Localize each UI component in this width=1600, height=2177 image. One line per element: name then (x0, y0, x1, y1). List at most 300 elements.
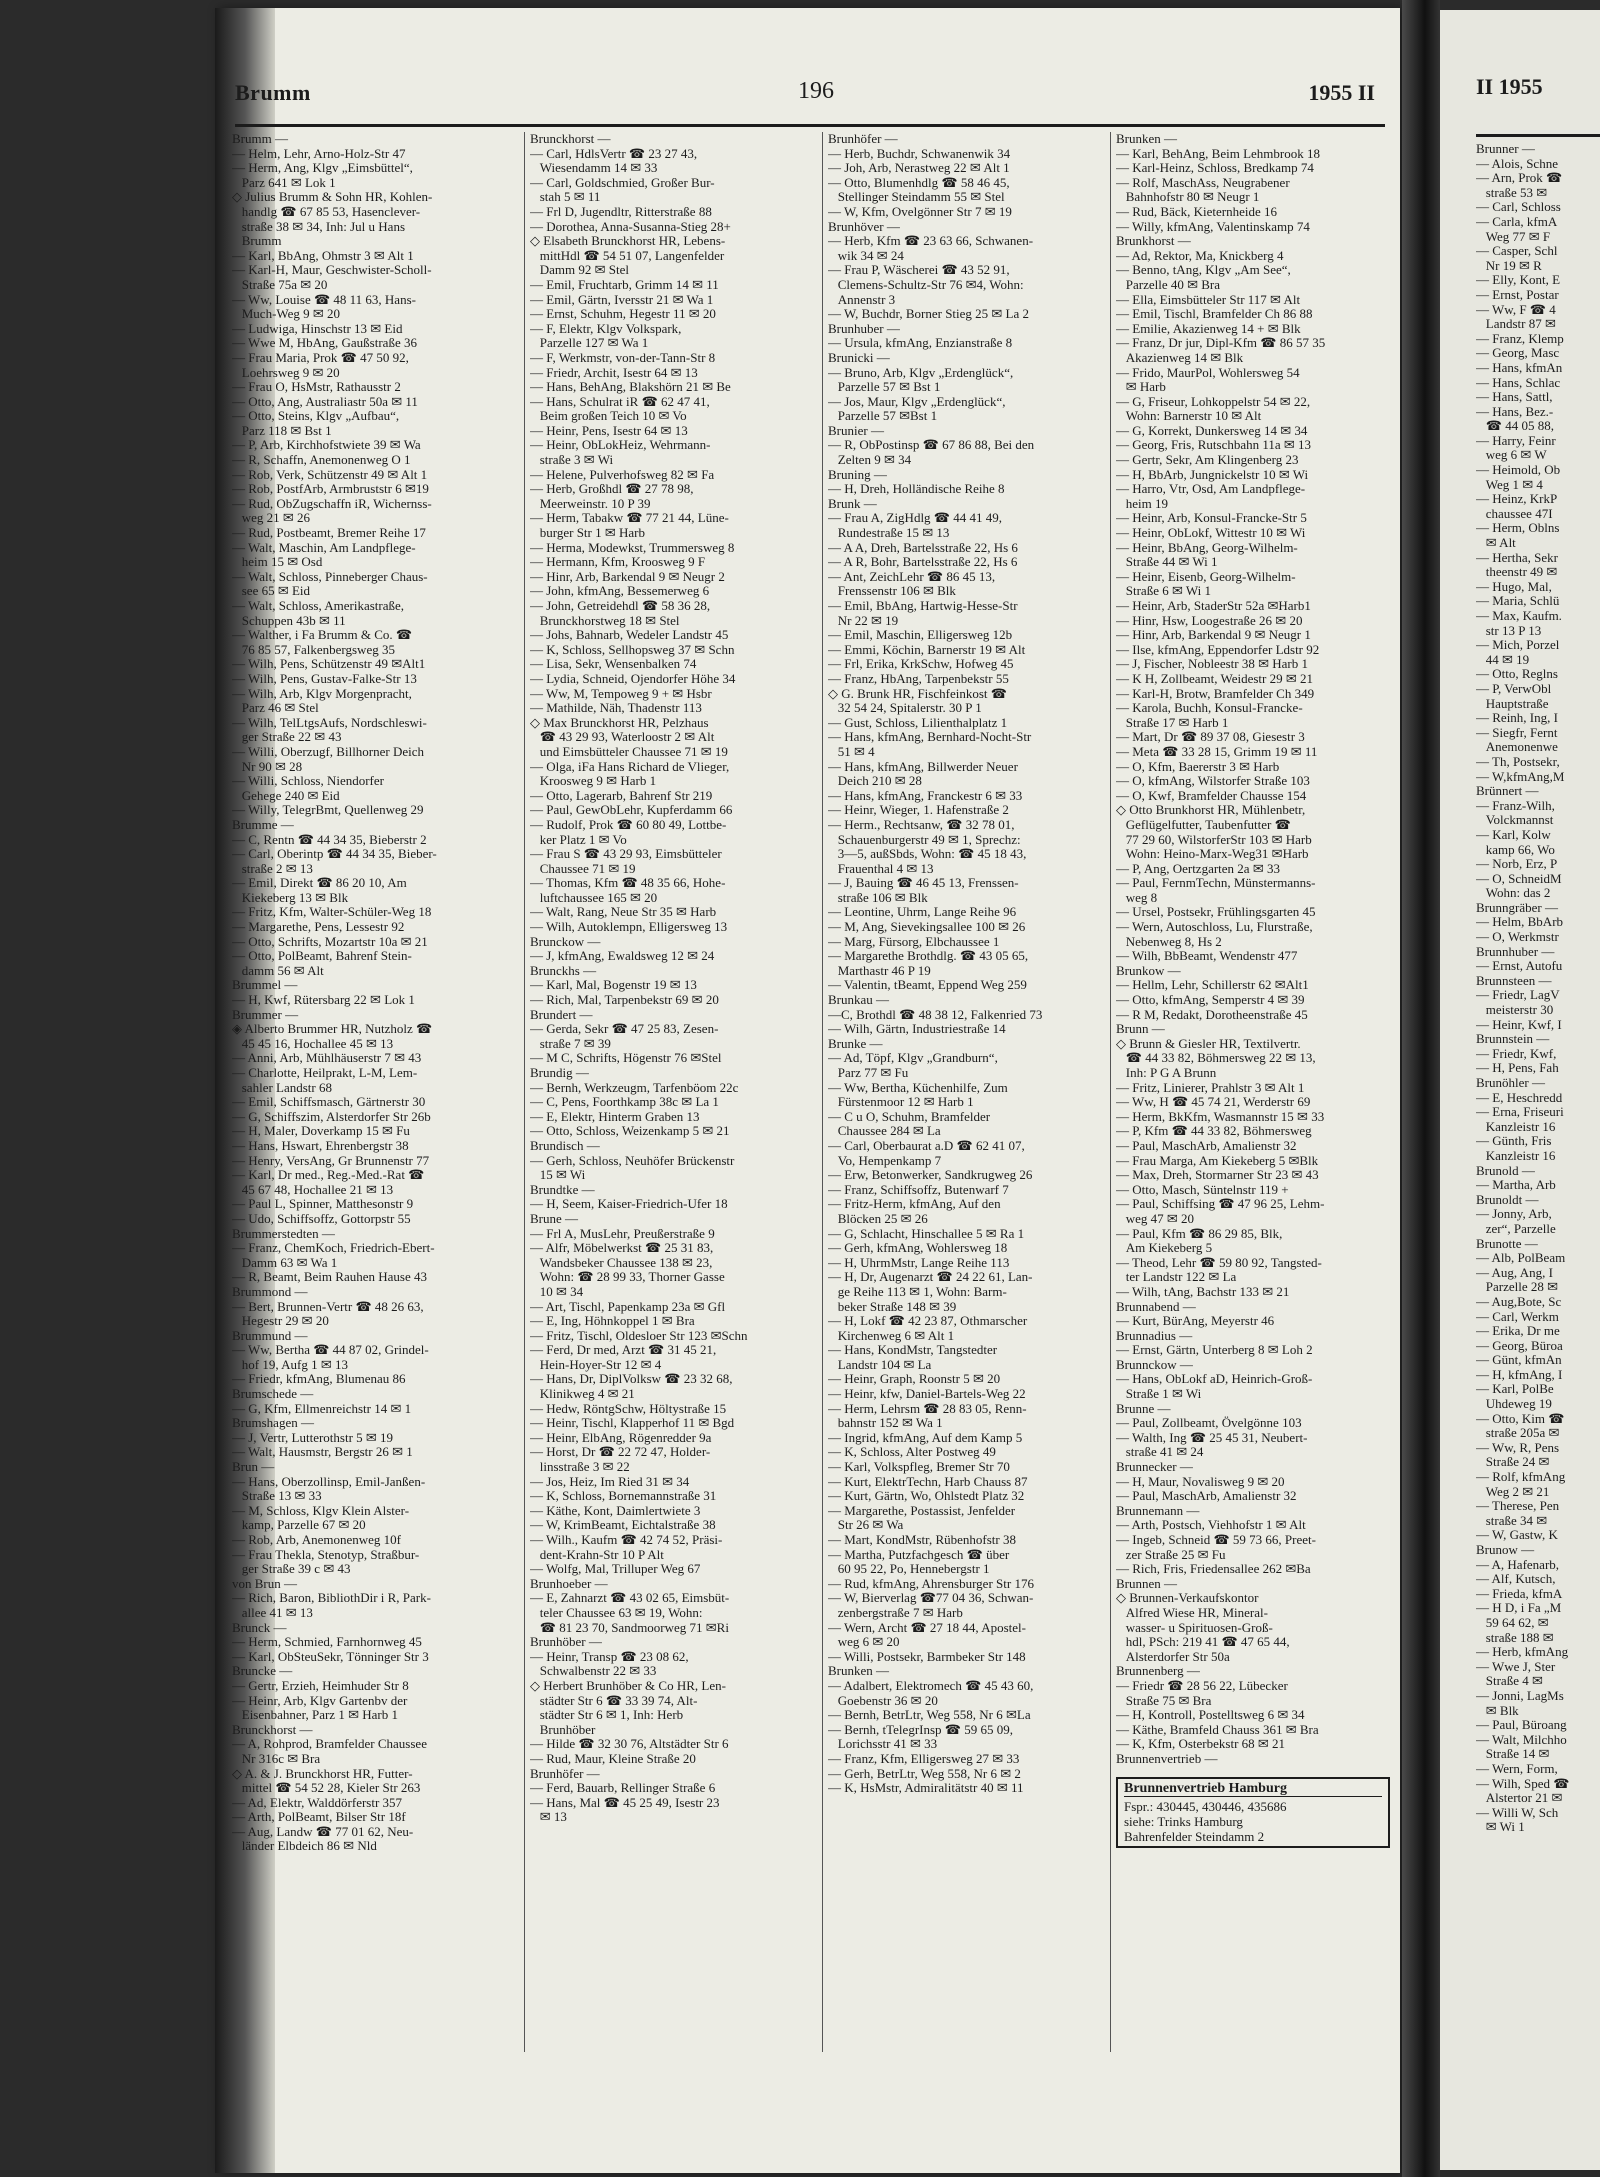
directory-entry-line: 45 67 48, Hochallee 21 ✉ 13 (232, 1181, 394, 1197)
directory-entry-line: Brunhoeber — (530, 1575, 608, 1591)
directory-entry-line: Brunckhorstweg 18 ✉ Stel (530, 612, 680, 628)
directory-entry-line: — H, BbArb, Jungnickelstr 10 ✉ Wi (1116, 466, 1309, 482)
facing-entry-line: — Georg, Büroa (1476, 1337, 1563, 1353)
directory-entry-line: — Hans, Schulrat iR ☎ 62 47 41, (530, 393, 710, 409)
directory-entry-line: weg 47 ✉ 20 (1116, 1210, 1195, 1226)
directory-column-1 (232, 132, 518, 1854)
directory-entry-line: Wiesendamm 14 ✉ 33 (530, 160, 658, 176)
directory-entry-line: — Hilde ☎ 32 30 76, Altstädter Str 6 (530, 1736, 729, 1752)
directory-entry-line: Brumme — (232, 816, 294, 832)
directory-entry-line: 76 85 57, Falkenbergsweg 35 (232, 641, 395, 657)
directory-entry-line: — Heinr, Wieger, 1. Hafenstraße 2 (828, 802, 1009, 818)
directory-entry-line: — Heinr, Graph, Roonstr 5 ✉ 20 (828, 1371, 1001, 1387)
directory-entry-line: — Paul L, Spinner, Matthesonstr 9 (232, 1196, 414, 1212)
directory-entry-line: ☎ 44 33 82, Böhmersweg 22 ✉ 13, (1116, 1050, 1316, 1066)
directory-entry-line: bahnstr 152 ✉ Wa 1 (828, 1415, 943, 1431)
directory-entry-line: allee 41 ✉ 13 (232, 1604, 313, 1620)
directory-entry-line: — K, Kfm, Osterbekstr 68 ✉ 21 (1116, 1736, 1286, 1752)
facing-entry-line: 59 64 62, ✉ (1476, 1614, 1549, 1630)
directory-entry-line: — Wilh, Pens, Schützenstr 49 ✉Alt1 (232, 656, 426, 672)
directory-entry-line: Brunhöfer — (828, 132, 898, 146)
directory-entry-line: — Frau Marga, Am Kiekeberg 5 ✉Blk (1116, 1152, 1319, 1168)
directory-entry-line: Brummund — (232, 1327, 308, 1343)
directory-entry-line: Alfred Wiese HR, Mineral- (1116, 1604, 1268, 1620)
directory-entry-line: — Ad, Rektor, Ma, Knickberg 4 (1116, 247, 1284, 263)
directory-entry-line: — Marg, Fürsorg, Elbchaussee 1 (828, 933, 1000, 949)
directory-entry-line: Brummond — (232, 1283, 308, 1299)
directory-entry-line: — Ww, Bertha, Küchenhilfe, Zum (828, 1079, 1008, 1095)
running-head-surname: Brumm (235, 80, 311, 105)
directory-entry-line: Brunke — (828, 1035, 883, 1051)
facing-page-header: II 1955 (1476, 74, 1543, 99)
directory-entry-line: — Herma, Modewkst, Trummersweg 8 (530, 539, 735, 555)
facing-entry-line: Alstertor 21 ✉ (1476, 1790, 1563, 1806)
directory-entry-line: Brumshagen — (232, 1415, 314, 1431)
directory-entry-line: — Gerh, kfmAng, Wohlersweg 18 (828, 1240, 1008, 1256)
directory-entry-line: — K, HsMstr, Admiralitätstr 40 ✉ 11 (828, 1780, 1024, 1796)
directory-entry-line: — Wilh, TelLtgsAufs, Nordschleswi- (232, 714, 427, 730)
facing-entry-line: — Therese, Pen (1476, 1498, 1560, 1514)
facing-entry-line: Weg 1 ✉ 4 (1476, 476, 1543, 492)
directory-entry-line: — Ad, Töpf, Klgv „Grandburn“, (828, 1050, 998, 1066)
directory-entry-line: — Heinr, BbAng, Georg-Wilhelm- (1116, 539, 1298, 555)
directory-entry-line: — Bernh, Werkzeugm, Tarfenböom 22c (530, 1079, 739, 1095)
directory-entry-line: — Ingeb, Schneid ☎ 59 73 66, Preet- (1116, 1532, 1316, 1547)
directory-entry-line: — Ursula, kfmAng, Enzianstraße 8 (828, 335, 1013, 351)
directory-entry-line: — Frau S ☎ 43 29 93, Eimsbütteler (530, 846, 722, 862)
directory-entry-line: — Ww, Louise ☎ 48 11 63, Hans- (232, 291, 416, 307)
directory-entry-line: — Heinr, Arb, StaderStr 52a ✉Harb1 (1116, 598, 1311, 613)
directory-entry-line: Brunken — (1116, 132, 1178, 146)
directory-entry-line: — Margarethe Brothdlg. ☎ 43 05 65, (828, 948, 1029, 964)
directory-entry-line: Brunhuber — (828, 320, 900, 336)
directory-entry-line: — Karl-H, Brotw, Bramfelder Ch 349 (1116, 685, 1315, 701)
directory-entry-line: — Rob, Arb, Anemonenweg 10f (232, 1532, 401, 1547)
directory-entry-line: — Harro, Vtr, Osd, Am Landpflege- (1116, 481, 1306, 497)
directory-entry-line: — Frau Maria, Prok ☎ 47 50 92, (232, 349, 409, 365)
directory-entry-line: — W, Buchdr, Borner Stieg 25 ✉ La 2 (828, 306, 1030, 322)
facing-entry-line: Kanzleistr 16 (1476, 1118, 1556, 1134)
directory-entry-line: beker Straße 148 ✉ 39 (828, 1298, 957, 1314)
directory-entry-line: Goebenstr 36 ✉ 20 (828, 1692, 938, 1708)
directory-entry-line: — Ernst, Schuhm, Hegestr 11 ✉ 20 (530, 306, 716, 322)
directory-entry-line: Am Kiekeberg 5 (1116, 1240, 1213, 1256)
directory-entry-line: — G, Schlacht, Hinschallee 5 ✉ Ra 1 (828, 1225, 1025, 1241)
directory-entry-line: — Hans, Dr, DiplVolksw ☎ 23 32 68, (530, 1371, 733, 1387)
directory-entry-line: — Ww, Bertha ☎ 44 87 02, Grindel- (232, 1342, 429, 1358)
facing-entry-line: — O, Werkmstr (1476, 929, 1559, 945)
directory-entry-line: kamp, Parzelle 67 ✉ 20 (232, 1517, 366, 1533)
directory-column-3 (828, 132, 1114, 1796)
directory-entry-line: Meerweinstr. 10 P 39 (530, 495, 651, 511)
facing-entry-line: — Heimold, Ob (1476, 462, 1561, 478)
directory-entry-line: — Carl, HdlsVertr ☎ 23 27 43, (530, 145, 698, 161)
directory-entry-line: Parzelle 40 ✉ Bra (1116, 276, 1221, 292)
directory-entry-line: Brundisch — (530, 1137, 600, 1153)
facing-entry-line: — Herb, kfmAng (1476, 1644, 1569, 1660)
facing-entry-line: — Th, Postsekr, (1476, 753, 1560, 769)
directory-entry-line: Krooswеg 9 ✉ Harb 1 (530, 773, 657, 789)
facing-entry-line: Brunotte — (1476, 1235, 1538, 1251)
directory-entry-line: — Walther, i Fa Brumm & Co. ☎ (232, 627, 413, 643)
directory-entry-line: — Leontine, Uhrm, Lange Reihe 96 (828, 904, 1017, 920)
directory-entry-line: — G, Kfm, Ellmenreichstr 14 ✉ 1 (232, 1400, 412, 1416)
facing-entry-line: Brunnhuber — (1476, 943, 1555, 959)
directory-entry-line: Brunhöber (530, 1721, 596, 1737)
directory-entry-line: — Olga, iFa Hans Richard de Vlieger, (530, 758, 730, 774)
directory-entry-line: Nr 316c ✉ Bra (232, 1750, 321, 1766)
directory-entry-line: — Arth, Postsch, Viehhofstr 1 ✉ Alt (1116, 1517, 1306, 1533)
facing-entry-line: — Hans, Sattl, (1476, 389, 1553, 405)
directory-entry-line: teler Chaussee 63 ✉ 19, Wohn: (530, 1604, 703, 1620)
column-divider (822, 132, 823, 2052)
directory-entry-line: — Paul, Zollbeamt, Övelgönne 103 (1116, 1415, 1302, 1431)
facing-entry-line: — Siegfr, Fernt (1476, 724, 1558, 740)
directory-entry-line: Brunk — (828, 495, 877, 511)
directory-entry-line: weg 21 ✉ 26 (232, 510, 311, 526)
facing-entry-line: — Herm, Oblns (1476, 520, 1560, 536)
facing-entry-line: Hauptstraße (1476, 695, 1549, 711)
directory-entry-line: — G, Friseur, Lohkoppelstr 54 ✉ 22, (1116, 393, 1311, 409)
directory-entry-line: — Emil, Schiffsmasch, Gärtnerstr 30 (232, 1094, 426, 1110)
directory-entry-line: Brummel — (232, 977, 298, 993)
directory-entry-line: — Rud, Postbeamt, Bremer Reihe 17 (232, 525, 426, 541)
directory-entry-line: und Eimsbütteler Chaussee 71 ✉ 19 (530, 743, 728, 759)
directory-entry-line: 51 ✉ 4 (828, 743, 875, 759)
facing-entry-line: — Erika, Dr me (1476, 1323, 1560, 1339)
directory-entry-line: — Wilh, Gärtn, Industriestraße 14 (828, 1021, 1006, 1037)
directory-entry-line: Beim großen Teich 10 ✉ Vo (530, 408, 687, 424)
directory-entry-line: — E, Ing, Höhnkoppel 1 ✉ Bra (530, 1313, 695, 1329)
directory-entry-line: — Bert, Brunnen-Vertr ☎ 48 26 63, (232, 1298, 424, 1314)
directory-entry-line: — Ww, M, Tempoweg 9 + ✉ Hsbr (530, 685, 712, 701)
page-header (235, 72, 1385, 112)
directory-entry-line: ker Platz 1 ✉ Vo (530, 831, 627, 847)
directory-entry-line: Wohn: Barnerstr 10 ✉ Alt (1116, 408, 1262, 424)
directory-entry-line: — J, Bauing ☎ 46 45 13, Frenssen- (828, 875, 1019, 891)
directory-entry-line: — Carl, Oberbaurat a.D ☎ 62 41 07, (828, 1137, 1025, 1153)
directory-entry-line: straße 41 ✉ 24 (1116, 1444, 1204, 1460)
directory-entry-line: — Johs, Bahnarb, Wedeler Landstr 45 (530, 627, 729, 643)
directory-entry-line: — Mart, Dr ☎ 89 37 08, Giesestr 3 (1116, 729, 1305, 745)
directory-entry-line: — Rich, Mal, Tarpenbekstr 69 ✉ 20 (530, 992, 719, 1008)
directory-entry-line: — Valentin, tBeamt, Eppend Weg 259 (828, 977, 1027, 993)
directory-entry-line: Brunicki — (828, 349, 890, 365)
directory-entry-line: — O, Kwf, Bramfelder Chausse 154 (1116, 787, 1307, 803)
facing-page (1440, 10, 1600, 2170)
facing-entry-line: — A, Hafenarb, (1476, 1556, 1560, 1572)
directory-entry-line: Brunnabend — (1116, 1298, 1196, 1314)
directory-entry-line: — H, UhrmMstr, Lange Reihe 113 (828, 1254, 1010, 1270)
directory-entry-line: ◇ Otto Brunkhorst HR, Mühlenbetr, (1116, 802, 1306, 818)
directory-entry-line: — Rud, Bäck, Kieternheide 16 (1116, 203, 1278, 219)
directory-entry-line: 45 45 16, Hochallee 45 ✉ 13 (232, 1035, 394, 1051)
facing-entry-line: — P, VerwObl (1476, 680, 1552, 696)
directory-entry-line: 32 54 24, Spitalerstr. 30 P 1 (828, 700, 982, 716)
directory-entry-line: 3—5, außSbds, Wohn: ☎ 45 18 43, (828, 846, 1027, 862)
directory-entry-line: — Käthe, Bramfeld Chauss 361 ✉ Bra (1116, 1721, 1319, 1737)
directory-entry-line: — R, Schaffn, Anemonenweg O 1 (232, 452, 411, 468)
directory-entry-line: — Kurt, ElektrTechn, Harb Chauss 87 (828, 1473, 1028, 1489)
directory-entry-line: — Kurt, Gärtn, Wo, Ohlstedt Platz 32 (828, 1488, 1025, 1504)
directory-entry-line: Brundtke — (530, 1181, 595, 1197)
directory-entry-line: — Otto, Schloss, Weizenkamp 5 ✉ 21 (530, 1123, 730, 1139)
directory-entry-line: — Margarethe, Pens, Lessestr 92 (232, 919, 405, 935)
directory-entry-line: Brunkhorst — (1116, 233, 1191, 249)
directory-entry-line: — Karl-H, Maur, Geschwister-Scholl- (232, 262, 432, 278)
directory-entry-line: Nebenweg 8, Hs 2 (1116, 933, 1222, 949)
facing-entry-line: — Hans, kfmAn (1476, 359, 1563, 375)
directory-entry-line: 15 ✉ Wi (530, 1167, 586, 1183)
directory-entry-line: — Frl A, MusLehr, Preußerstraße 9 (530, 1225, 715, 1241)
facing-entry-line: meisterstr 30 (1476, 1002, 1554, 1018)
directory-entry-line: handlg ☎ 67 85 53, Hasenclever- (232, 203, 421, 219)
directory-entry-line: straße 3 ✉ Wi (530, 452, 614, 468)
facing-entry-line: — Wilh, Sped ☎ (1476, 1775, 1570, 1791)
directory-entry-line: Brunckow — (530, 933, 601, 949)
directory-entry-line: — H, Maur, Novalisweg 9 ✉ 20 (1116, 1473, 1285, 1489)
directory-entry-line: 60 95 22, Po, Hennebergstr 1 (828, 1561, 990, 1577)
directory-entry-line: Parz 118 ✉ Bst 1 (232, 422, 332, 438)
directory-entry-line: — Hans, Oberzollinsp, Emil-Janßen- (232, 1473, 426, 1489)
facing-entry-line: — Hans, Schlac (1476, 374, 1561, 390)
directory-entry-line: — E, Elektr, Hinterm Graben 13 (530, 1108, 700, 1124)
directory-entry-line: — Heinr, Arb, Konsul-Francke-Str 5 (1116, 510, 1307, 526)
directory-entry-line: Inh: P G A Brunn (1116, 1065, 1217, 1080)
directory-entry-line: Brunhöfer — (530, 1765, 600, 1781)
directory-entry-line: — Herm, Tabakw ☎ 77 21 44, Lüne- (530, 510, 729, 526)
directory-entry-line: — F, Werkmstr, von-der-Tann-Str 8 (530, 349, 716, 365)
directory-entry-line: — Bernh, BetrLtr, Weg 558, Nr 6 ✉La (828, 1707, 1031, 1723)
directory-entry-line: straße 2 ✉ 13 (232, 860, 313, 876)
directory-entry-line: — Ingrid, kfmAng, Auf dem Kamp 5 (828, 1429, 1023, 1445)
directory-entry-line: — Rolf, MaschAss, Neugrabener (1116, 174, 1290, 190)
directory-entry-line: Brunhöver — (828, 218, 900, 234)
directory-entry-line: — Wern, Archt ☎ 27 18 44, Apostel- (828, 1619, 1026, 1635)
facing-entry-line: — Heinr, Kwf, I (1476, 1016, 1562, 1032)
directory-entry-line: Brunckhorst — (232, 1721, 313, 1737)
directory-entry-line: Akazienweg 14 ✉ Blk (1116, 349, 1244, 365)
facing-entry-line: — Willi W, Sch (1476, 1804, 1559, 1820)
facing-header-rule (1476, 134, 1600, 137)
directory-entry-line: — Ludwiga, Hinschstr 13 ✉ Eid (232, 320, 403, 336)
directory-entry-line: — W, KrimBeamt, Eichtalstraße 38 (530, 1517, 716, 1533)
directory-entry-line: — Walt, Schloss, Pinneberger Chaus- (232, 568, 428, 584)
facing-entry-line: — Walt, Milchho (1476, 1731, 1567, 1747)
directory-entry-line: ter Landstr 122 ✉ La (1116, 1269, 1237, 1285)
facing-entry-line: chaussee 47I (1476, 505, 1553, 521)
directory-entry-line: ◇ Brunnen-Verkaufskontor (1116, 1590, 1259, 1606)
directory-entry-line: — Karl, Volkspfleg, Bremer Str 70 (828, 1459, 1010, 1475)
directory-entry-line: Straße 75a ✉ 20 (232, 276, 328, 292)
directory-entry-line: — Ella, Eimsbütteler Str 117 ✉ Alt (1116, 291, 1301, 307)
directory-entry-line: städter Str 6 ☎ 33 39 74, Alt- (530, 1692, 698, 1708)
facing-page-column (1476, 142, 1600, 1835)
directory-entry-line: wasser- u Spirituosen-Groß- (1116, 1619, 1273, 1635)
directory-entry-line: ✉ 13 (530, 1809, 567, 1825)
directory-entry-line: — Hans, kfmAng, Billwerder Neuer (828, 758, 1018, 774)
directory-entry-line: ✉ Harb (1116, 379, 1166, 395)
directory-entry-line: — Karl, ObSteuSekr, Tönninger Str 3 (232, 1648, 429, 1664)
facing-entry-line: — Rolf, kfmAng (1476, 1469, 1566, 1485)
directory-entry-line: — H, Dr, Augenarzt ☎ 24 22 61, Lan- (828, 1269, 1033, 1285)
column-divider (1110, 132, 1111, 2052)
directory-entry-line: Brunkau — (828, 992, 890, 1008)
directory-entry-line: ◇ Herbert Brunhöber & Co HR, Len- (530, 1677, 726, 1693)
directory-entry-line: sahler Landstr 68 (232, 1079, 333, 1095)
directory-entry-line: — Franz, Kfm, Elligersweg 27 ✉ 33 (828, 1750, 1020, 1766)
facing-entry-line: Nr 19 ✉ R (1476, 257, 1542, 273)
directory-entry-line: ◇ Julius Brumm & Sohn HR, Kohlen- (232, 189, 433, 205)
facing-entry-line: — Heinz, KrkP (1476, 491, 1558, 507)
directory-entry-line: mittHdl ☎ 54 51 07, Langenfelder (530, 247, 725, 263)
facing-entry-line: — Otto, Reglns (1476, 666, 1558, 682)
directory-entry-line: — K, Schloss, Bornemannstraße 31 (530, 1488, 717, 1504)
directory-entry-line: — K, Schloss, Alter Postweg 49 (828, 1444, 996, 1460)
directory-entry-line: Schauenburgerstr 49 ✉ 1, Sprechz: (828, 831, 1021, 847)
directory-entry-line: — Friedr ☎ 28 56 22, Lübecker (1116, 1677, 1288, 1693)
directory-entry-line: — Karl-Heinz, Schloss, Bredkamp 74 (1116, 160, 1314, 176)
directory-entry-line: weg 6 ✉ 20 (828, 1634, 900, 1650)
directory-entry-line: — Jos, Heiz, Im Ried 31 ✉ 34 (530, 1473, 690, 1489)
directory-entry-line: — Ferd, Bauarb, Rellinger Straße 6 (530, 1780, 716, 1796)
directory-entry-line: Brunhöber — (530, 1634, 602, 1650)
directory-entry-line: Parz 77 ✉ Fu (828, 1065, 909, 1080)
facing-entry-line: — H, Pens, Fah (1476, 1060, 1559, 1076)
directory-entry-line: — Helene, Pulverhofsweg 82 ✉ Fa (530, 466, 715, 482)
directory-entry-line: — Ferd, Dr med, Arzt ☎ 31 45 21, (530, 1342, 717, 1358)
directory-entry-line: Loehrsweg 9 ✉ 20 (232, 364, 340, 380)
directory-entry-line: Brunnenberg — (1116, 1663, 1200, 1679)
directory-entry-line: — Willi, Schloss, Niendorfer (232, 773, 384, 789)
directory-entry-line: — H, Lokf ☎ 42 23 87, Othmarscher (828, 1313, 1028, 1329)
facing-entry-line: straße 53 ✉ (1476, 184, 1548, 200)
facing-entry-line: Landstr 87 ✉ (1476, 316, 1556, 332)
directory-entry-line: — Dorothea, Anna-Susanna-Stieg 28+ (530, 218, 731, 234)
directory-entry-line: — P, Arb, Kirchhofstwiete 39 ✉ Wa (232, 437, 421, 453)
directory-entry-line: ☎ 43 29 93, Waterloostr 2 ✉ Alt (530, 729, 715, 745)
directory-entry-line: — H, Kwf, Rütersbarg 22 ✉ Lok 1 (232, 992, 415, 1008)
directory-entry-line: — Wolfg, Mal, Trilluper Weg 67 (530, 1561, 701, 1577)
directory-entry-line: Parz 641 ✉ Lok 1 (232, 174, 336, 190)
directory-entry-line: Wohn: ☎ 28 99 33, Thorner Gasse (530, 1269, 725, 1285)
directory-entry-line: — Emil, Maschin, Elligersweg 12b (828, 627, 1013, 643)
facing-entry-line: zer“, Parzelle (1476, 1220, 1556, 1236)
directory-column-4 (1116, 132, 1402, 1848)
directory-entry-line: — Frl D, Jugendltr, Ritterstraße 88 (530, 203, 712, 219)
directory-entry-line: — Charlotte, Heilprakt, L-M, Lem- (232, 1065, 418, 1080)
directory-entry-line: städter Str 6 ✉ 1, Inh: Herb (530, 1707, 684, 1723)
directory-entry-line: — Wilh., Kaufm ☎ 42 74 52, Präsi- (530, 1532, 723, 1547)
facing-entry-line: theenstr 49 ✉ (1476, 564, 1558, 580)
directory-entry-line: — C, Rentn ☎ 44 34 35, Bieberstr 2 (232, 831, 427, 847)
directory-entry-line: — Karl, BbAng, Ohmstr 3 ✉ Alt 1 (232, 247, 414, 263)
directory-entry-line: — Hans, KondMstr, Tangstedter (828, 1342, 998, 1358)
facing-entry-line: Brunngräber — (1476, 899, 1558, 915)
directory-entry-line: — Max, Dreh, Stormarner Str 23 ✉ 43 (1116, 1167, 1319, 1183)
directory-entry-line: ◇ G. Brunk HR, Fischfeinkost ☎ (828, 685, 1007, 701)
facing-entry-line: weg 6 ✉ W (1476, 447, 1547, 463)
directory-entry-line: — C, Pens, Foorthkamp 38c ✉ La 1 (530, 1094, 719, 1110)
directory-entry-line: — K H, Zollbeamt, Weidestr 29 ✉ 21 (1116, 670, 1313, 686)
directory-entry-line: Much-Weg 9 ✉ 20 (232, 306, 341, 322)
directory-entry-line: Brunken — (828, 1663, 890, 1679)
directory-entry-line: ◇ A. & J. Brunckhorst HR, Futter- (232, 1765, 413, 1781)
directory-entry-line: — Paul, MaschArb, Amalienstr 32 (1116, 1137, 1297, 1153)
facing-entry-line: — Hertha, Sekr (1476, 549, 1558, 565)
directory-entry-line: mittel ☎ 54 52 28, Kieler Str 263 (232, 1780, 421, 1796)
facing-entry-line: Straße 14 ✉ (1476, 1746, 1550, 1762)
facing-entry-line: Volckmannst (1476, 812, 1554, 828)
directory-entry-line: — Art, Tischl, Papenkamp 23a ✉ Gfl (530, 1298, 726, 1314)
directory-entry-line: — Emil, Direkt ☎ 86 20 10, Am (232, 875, 407, 891)
facing-entry-line: — Ww, F ☎ 4 (1476, 301, 1556, 317)
advertisement-line: Fspr.: 430445, 430446, 435686 (1124, 1798, 1287, 1814)
directory-entry-line: — M, Schloss, Klgv Klein Alster- (232, 1502, 410, 1518)
directory-entry-line: — F, Elektr, Klgv Volkspark, (530, 320, 682, 336)
directory-entry-line: — P, Kfm ☎ 44 33 82, Böhmersweg (1116, 1123, 1312, 1139)
directory-entry-line: burger Str 1 ✉ Harb (530, 525, 645, 541)
directory-entry-line: — Frl, Erika, KrkSchw, Hofweg 45 (828, 656, 1014, 672)
directory-entry-line: — Rich, Baron, BibliothDir i R, Park- (232, 1590, 431, 1606)
directory-entry-line: hdl, PSch: 219 41 ☎ 47 65 44, (1116, 1634, 1290, 1650)
directory-entry-line: Hein-Hoyer-Str 12 ✉ 4 (530, 1356, 662, 1372)
directory-entry-line: straße 106 ✉ Blk (828, 889, 928, 905)
directory-entry-line: — A, Rohprod, Bramfelder Chaussee (232, 1736, 427, 1752)
facing-entry-line: — Reinh, Ing, I (1476, 710, 1558, 726)
directory-entry-line: — Erw, Betonwerker, Sandkrugweg 26 (828, 1167, 1033, 1183)
page-number: 196 (798, 78, 834, 104)
facing-entry-line: — Günth, Fris (1476, 1133, 1552, 1149)
directory-entry-line: — Heinr, ElbAng, Rögenredder 9a (530, 1429, 712, 1445)
facing-entry-line: Brunner — (1476, 142, 1535, 156)
facing-entry-line: — Karl, PolBe (1476, 1381, 1554, 1397)
facing-entry-line: Brunnstein — (1476, 1031, 1550, 1047)
directory-entry-line: — Helm, Lehr, Arno-Holz-Str 47 (232, 145, 406, 161)
directory-entry-line: — Arth, PolBeamt, Bilser Str 18f (232, 1809, 406, 1825)
facing-entry-line: — Casper, Schl (1476, 243, 1558, 259)
facing-entry-line: Brunoldt — (1476, 1191, 1539, 1207)
directory-entry-line: Brunnadius — (1116, 1327, 1193, 1343)
directory-entry-line: Marthastr 46 P 19 (828, 962, 931, 978)
directory-entry-line: — A A, Dreh, Bartelsstraße 22, Hs 6 (828, 539, 1018, 555)
directory-entry-line: — Herm, Lehrsm ☎ 28 83 05, Renn- (828, 1400, 1027, 1416)
directory-entry-line: weg 8 (1116, 889, 1158, 905)
directory-entry-line: — Gertr, Erzieh, Heimhuder Str 8 (232, 1677, 409, 1693)
directory-entry-line: — Emmi, Köchin, Barnerstr 19 ✉ Alt (828, 641, 1026, 657)
directory-entry-line: — Hellm, Lehr, Schillerstr 62 ✉Alt1 (1116, 977, 1309, 993)
header-rule (235, 124, 1385, 127)
directory-entry-line: — Henry, VersAng, Gr Brunnenstr 77 (232, 1152, 430, 1168)
directory-entry-line: — Rob, Verk, Schützenstr 49 ✉ Alt 1 (232, 466, 428, 482)
directory-entry-line: Nr 22 ✉ 19 (828, 612, 899, 628)
directory-entry-line: Stellinger Steindamm 55 ✉ Stel (828, 189, 1005, 205)
directory-entry-line: Parzelle 57 ✉Bst 1 (828, 408, 938, 424)
directory-entry-line: Schwalbenstr 22 ✉ 33 (530, 1663, 657, 1679)
facing-entry-line: — E, Heschredd (1476, 1089, 1563, 1105)
directory-entry-line: Wohn: Heino-Marx-Weg31 ✉Harb (1116, 846, 1309, 862)
directory-entry-line: heim 19 (1116, 495, 1168, 511)
directory-entry-line: Hegestr 29 ✉ 20 (232, 1313, 329, 1329)
directory-entry-line: — Herb, Großhdl ☎ 27 78 98, (530, 481, 694, 497)
directory-entry-line: — Rud, Maur, Kleine Straße 20 (530, 1750, 696, 1766)
directory-entry-line: — Willi, Postsekr, Barmbeker Str 148 (828, 1648, 1026, 1664)
directory-entry-line: — Ww, H ☎ 45 74 21, Werderstr 69 (1116, 1094, 1311, 1110)
directory-entry-line: — Meta ☎ 33 28 15, Grimm 19 ✉ 11 (1116, 743, 1318, 759)
directory-entry-line: stah 5 ✉ 11 (530, 189, 601, 205)
facing-entry-line: Brünnert — (1476, 783, 1539, 799)
directory-entry-line: linsstraße 3 ✉ 22 (530, 1459, 630, 1475)
